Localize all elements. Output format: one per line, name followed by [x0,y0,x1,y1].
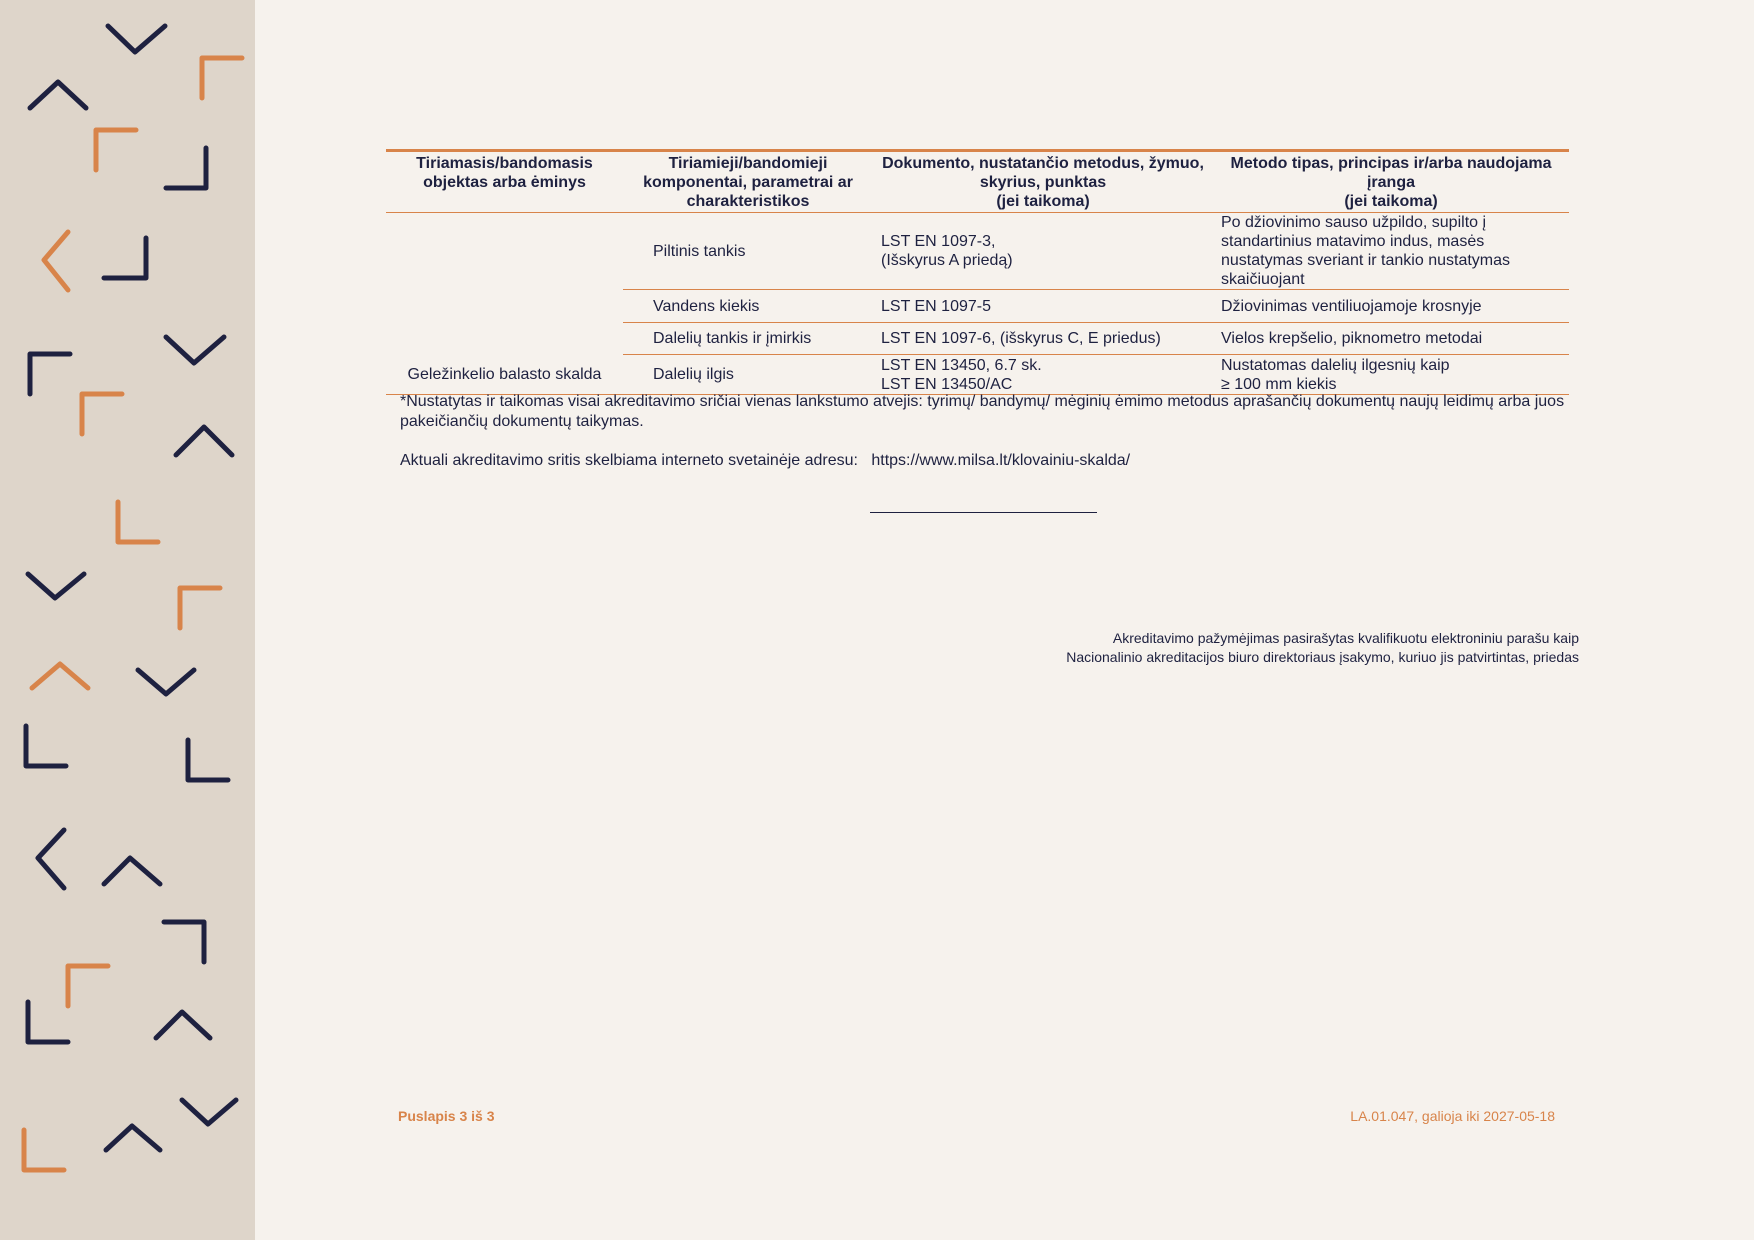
header-component: Tiriamieji/bandomieji komponentai, parametrai ar charakteristikos [623,151,873,213]
cell-object [386,213,623,290]
table-row [386,213,1569,290]
cell-component: Piltinis tankis [623,213,873,290]
cell-component: Dalelių tankis ir įmirkis [623,323,873,355]
cell-method: Vielos krepšelio, piknometro metodai [1213,323,1569,355]
signature-note [1066,629,1579,667]
cell-document: LST EN 13450, 6.7 sk. LST EN 13450/AC [873,355,1213,395]
cell-method: Po džiovinimo sauso užpildo, supilto į standartinius matavimo indus, masės nustatymas sveriant ir tankio nustatymas skaičiuojant [1213,213,1569,290]
cell-document: LST EN 1097-6, (išskyrus C, E priedus) [873,323,1213,355]
cell-method: Džiovinimas ventiliuojamoje krosnyje [1213,290,1569,323]
table-header-row [386,151,1569,213]
header-method: Metodo tipas, principas ir/arba naudojama įranga (jei taikoma) [1213,151,1569,213]
cell-object [386,323,623,355]
signature-line-2: Nacionalinio akreditacijos biuro direktoriaus įsakymo, kuriuo jis patvirtintas, priedas [1066,649,1579,665]
cell-object: Geležinkelio balasto skalda [386,355,623,395]
cell-method: Nustatomas dalelių ilgesnių kaip ≥ 100 mm kiekis [1213,355,1569,395]
cell-component: Dalelių ilgis [623,355,873,395]
cell-document: LST EN 1097-5 [873,290,1213,323]
flexibility-note: *Nustatytas ir taikomas visai akreditavimo sričiai vienas lankstumo atvejis: tyrimų/ bandymų/ mėginių ėmimo metodus aprašančių dokumentų naujų leidimų arba juos pakeičiančių dokumentų taikymas. [400,393,1565,430]
section-divider [870,512,1097,513]
cell-component: Vandens kiekis [623,290,873,323]
accreditation-url-link[interactable]: https://www.milsa.lt/klovainiu-skalda/ [871,452,1131,469]
table-row [386,323,1569,355]
accreditation-label: Aktuali akreditavimo sritis skelbiama interneto svetainėje adresu: [400,452,858,469]
certificate-code: LA.01.047, galioja iki 2027-05-18 [1350,1108,1555,1124]
table-row [386,355,1569,395]
cell-object [386,290,623,323]
signature-line-1: Akreditavimo pažymėjimas pasirašytas kvalifikuotu elektroniniu parašu kaip [1112,630,1579,646]
accreditation-link-line [400,451,1130,471]
header-document: Dokumento, nustatančio metodus, žymuo, skyrius, punktas (jei taikoma) [873,151,1213,213]
cell-document: LST EN 1097-3, (Išskyrus A priedą) [873,213,1213,290]
table-row [386,290,1569,323]
page-number: Puslapis 3 iš 3 [398,1108,495,1124]
header-object: Tiriamasis/bandomasis objektas arba ėminys [386,151,623,213]
accreditation-scope-table [386,149,1569,395]
